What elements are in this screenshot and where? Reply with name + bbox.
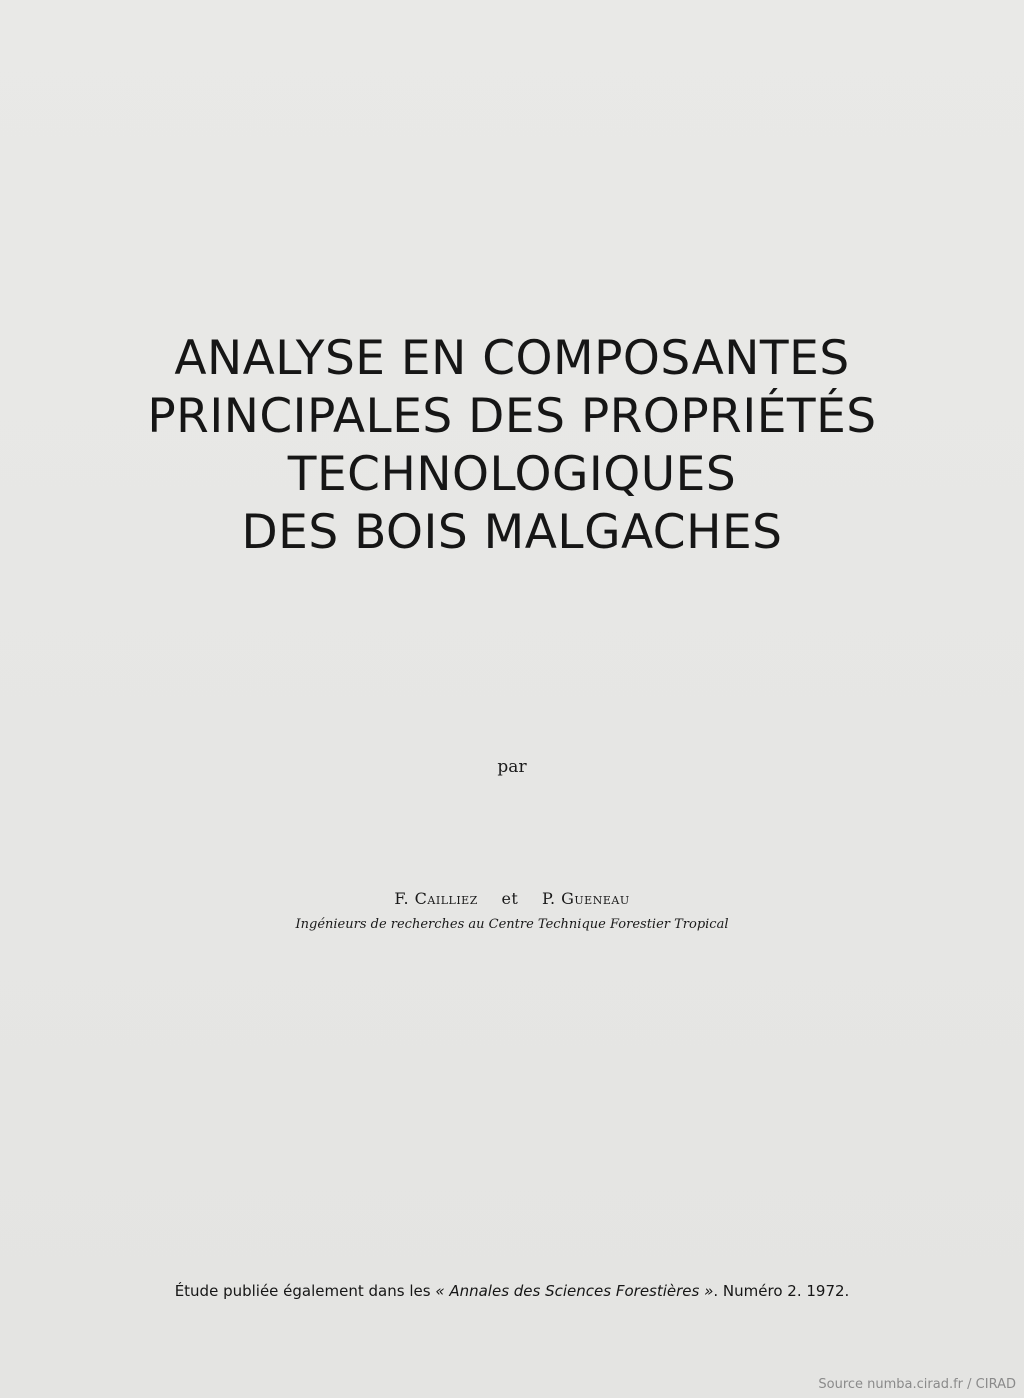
author-affiliation: Ingénieurs de recherches au Centre Technique Forestier Tropical (295, 917, 729, 932)
title-line-3: TECHNOLOGIQUES (287, 447, 737, 502)
publication-note (0, 1282, 1024, 1300)
document-title (62, 330, 962, 562)
publication-prefix: Étude publiée également dans les (174, 1282, 436, 1300)
title-line-1: ANALYSE EN COMPOSANTES (174, 331, 850, 386)
author-2: P. Gueneau (541, 889, 630, 908)
title-line-4: DES BOIS MALGACHES (241, 505, 783, 560)
authors (0, 889, 1024, 908)
title-line-2: PRINCIPALES DES PROPRIÉTÉS (147, 389, 877, 444)
author-1: F. Cailliez (394, 889, 478, 908)
publication-suffix: . Numéro 2. 1972. (713, 1282, 850, 1300)
journal-name: « Annales des Sciences Forestières » (435, 1282, 714, 1300)
author-conjunction: et (501, 889, 519, 908)
source-watermark: Source numba.cirad.fr / CIRAD (818, 1377, 1016, 1392)
par-label: par (497, 757, 527, 777)
